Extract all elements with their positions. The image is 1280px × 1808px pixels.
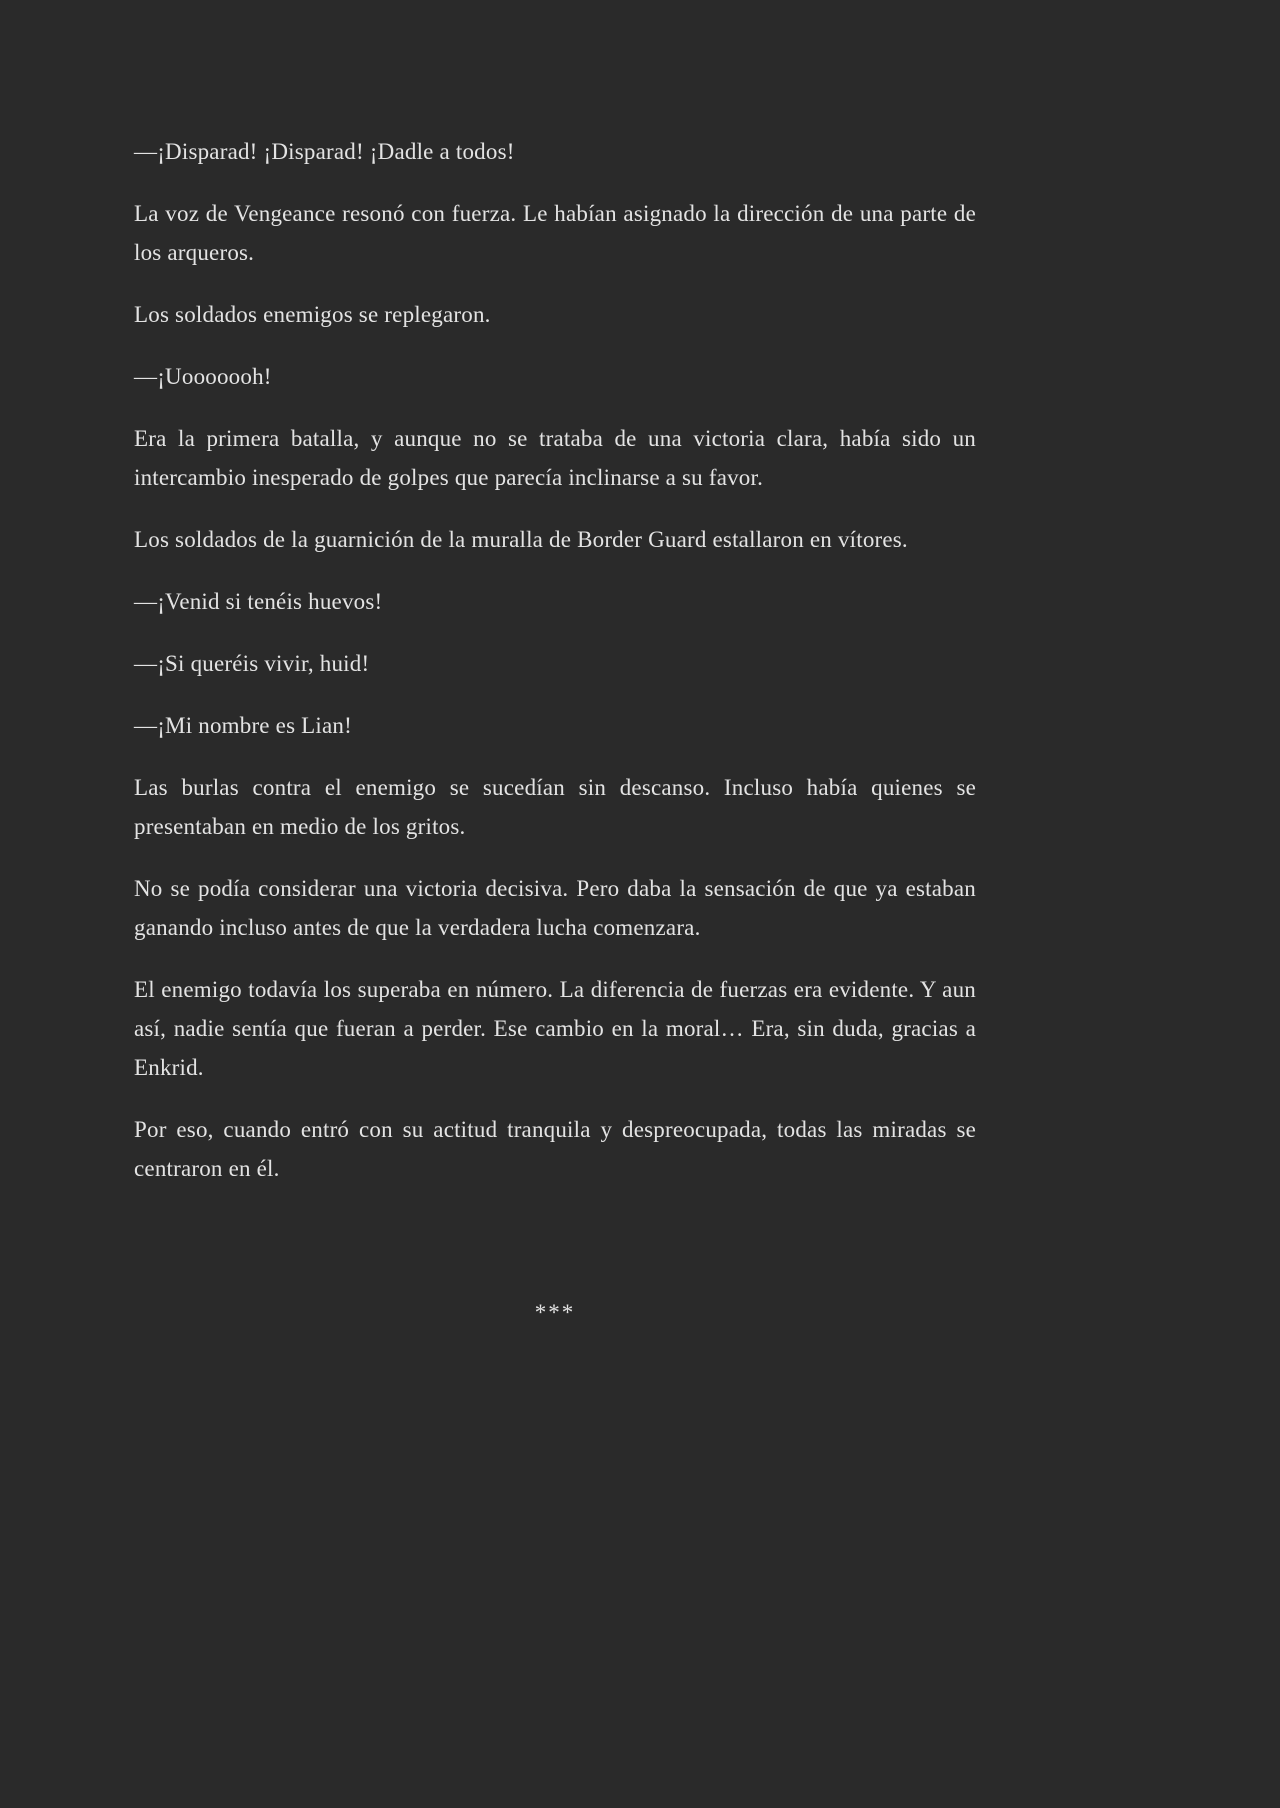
paragraph: Por eso, cuando entró con su actitud tranquila y despreocupada, todas las miradas se centraron en él. [134, 1117, 976, 1181]
paragraph: Las burlas contra el enemigo se sucedían sin descanso. Incluso había quienes se presentaban en medio de los gritos. [134, 775, 976, 839]
paragraph: Era la primera batalla, y aunque no se trataba de una victoria clara, había sido un intercambio inesperado de golpes que parecía inclinarse a su favor. [134, 426, 976, 490]
paragraph: La voz de Vengeance resonó con fuerza. Le habían asignado la dirección de una parte de los arqueros. [134, 201, 976, 265]
page-content [134, 132, 976, 1332]
paragraph: —¡Venid si tenéis huevos! [134, 589, 383, 614]
paragraph: Los soldados enemigos se replegaron. [134, 302, 491, 327]
paragraph: —¡Mi nombre es Lian! [134, 713, 352, 738]
paragraph: —¡Si queréis vivir, huid! [134, 651, 370, 676]
paragraph: El enemigo todavía los superaba en número. La diferencia de fuerzas era evidente. Y aun así, nadie sentía que fueran a perder. Ese cambio en la moral… Era, sin duda, gracias a Enkrid. [134, 977, 976, 1080]
scene-separator: *** [534, 1300, 576, 1325]
paragraph: —¡Disparad! ¡Disparad! ¡Dadle a todos! [134, 139, 515, 164]
paragraph: Los soldados de la guarnición de la muralla de Border Guard estallaron en vítores. [134, 527, 908, 552]
paragraph: No se podía considerar una victoria decisiva. Pero daba la sensación de que ya estaban ganando incluso antes de que la verdadera lucha comenzara. [134, 876, 976, 940]
paragraph: —¡Uooooooh! [134, 364, 272, 389]
